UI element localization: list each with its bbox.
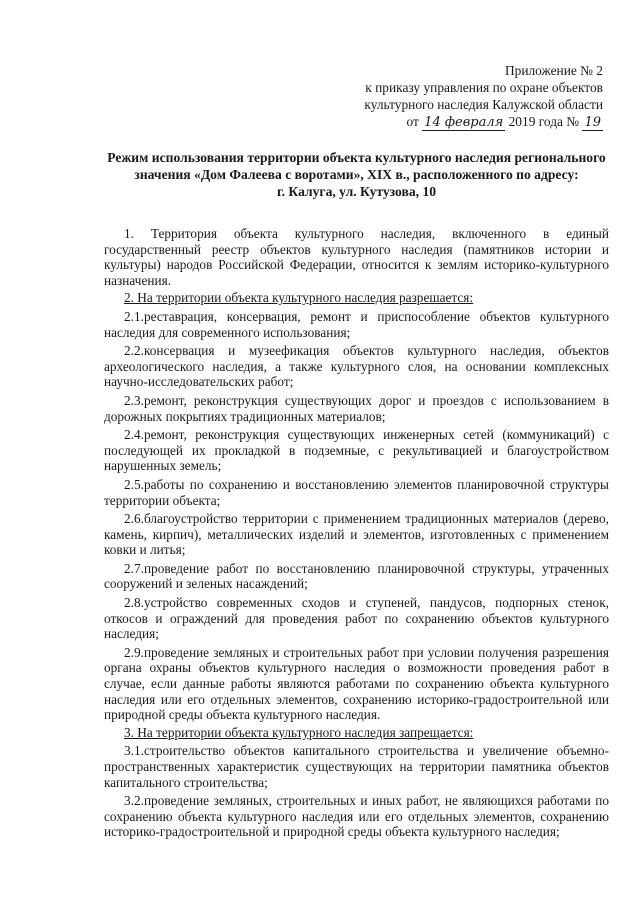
item-2-6: 2.6.благоустройство территории с применением традиционных материалов (дерево, камень, кирпич), металлических изделий и элементов, изготовленных с применением ковки и литья; xyxy=(104,511,609,558)
item-2-3: 2.3.ремонт, реконструкция существующих дорог и проездов с использованием в дорожных покрытиях традиционных материалов; xyxy=(104,392,609,424)
item-2-2: 2.2.консервация и музеефикация объектов культурного наследия, объектов археологического наследия, а также культурного слоя, на основании комплексных научно-исследовательских работ; xyxy=(104,343,609,390)
item-2-1: 2.1.реставрация, консервация, ремонт и приспособление объектов культурного наследия для современного использования; xyxy=(104,308,609,340)
annex-header xyxy=(104,62,603,131)
item-2-7: 2.7.проведение работ по восстановлению планировочной структуры, утраченных сооружений и зеленых насаждений; xyxy=(104,560,609,592)
item-2-9: 2.9.проведение земляных и строительных работ при условии получения разрешения органа охраны объектов культурного наследия о возможности проведения работ в случае, если данные работы являются работами по сохранению объекта культурного наследия или его отдельных элементов, сохранению историко-градостроительной или природной среды объекта культурного наследия. xyxy=(104,644,609,723)
annex-order-ref: к приказу управления по охране объектов xyxy=(365,80,603,95)
handwritten-date: 14 февраля xyxy=(424,115,504,130)
item-3-1: 3.1.строительство объектов капитального строительства и увеличение объемно-пространственных характеристик существующих на территории памятника объектов капитального строительства; xyxy=(104,743,609,790)
title-line-3: г. Калуга, ул. Кутузова, 10 xyxy=(276,184,437,199)
annex-authority: культурного наследия Калужской области xyxy=(364,97,603,112)
title-line-1: Режим использования территории объекта культурного наследия регионального xyxy=(107,150,606,165)
item-3-2: 3.2.проведение земляных, строительных и иных работ, не являющихся работами по сохранению объекта культурного наследия или его отдельных элементов, сохранению историко-градостроительной и природной среды объекта культурного наследия; xyxy=(104,793,609,840)
date-year: 2019 года № xyxy=(508,114,580,129)
section-3-heading: 3. На территории объекта культурного наследия запрещается: xyxy=(124,724,474,740)
section-2-heading: 2. На территории объекта культурного наследия разрешается: xyxy=(124,290,474,306)
item-2-5: 2.5.работы по сохранению и восстановлению элементов планировочной структуры территории объекта; xyxy=(104,476,609,508)
handwritten-number: 19 xyxy=(584,115,601,130)
item-2-8: 2.8.устройство современных сходов и ступеней, пандусов, подпорных стенок, откосов и ограждений для проведения работ по сохранению объектов культурного наследия; xyxy=(104,595,609,642)
document-title xyxy=(104,149,609,200)
annex-date-line xyxy=(104,113,603,131)
annex-number: Приложение № 2 xyxy=(504,63,603,78)
date-prefix: от xyxy=(406,114,419,129)
item-2-4: 2.4.ремонт, реконструкция существующих инженерных сетей (коммуникаций) с последующей их прокладкой в подземные, с рекультивацией и благоустройством нарушенных земель; xyxy=(104,427,609,474)
document-body xyxy=(104,226,609,840)
paragraph-1: 1. Территория объекта культурного наследия, включенного в единый государственный реестр объектов культурного наследия (памятников истории и культуры) народов Российской Федерации, относится к землям историко-культурного назначения. xyxy=(104,226,609,288)
title-line-2: значения «Дом Фалеева с воротами», XIX в., расположенного по адресу: xyxy=(134,167,579,182)
